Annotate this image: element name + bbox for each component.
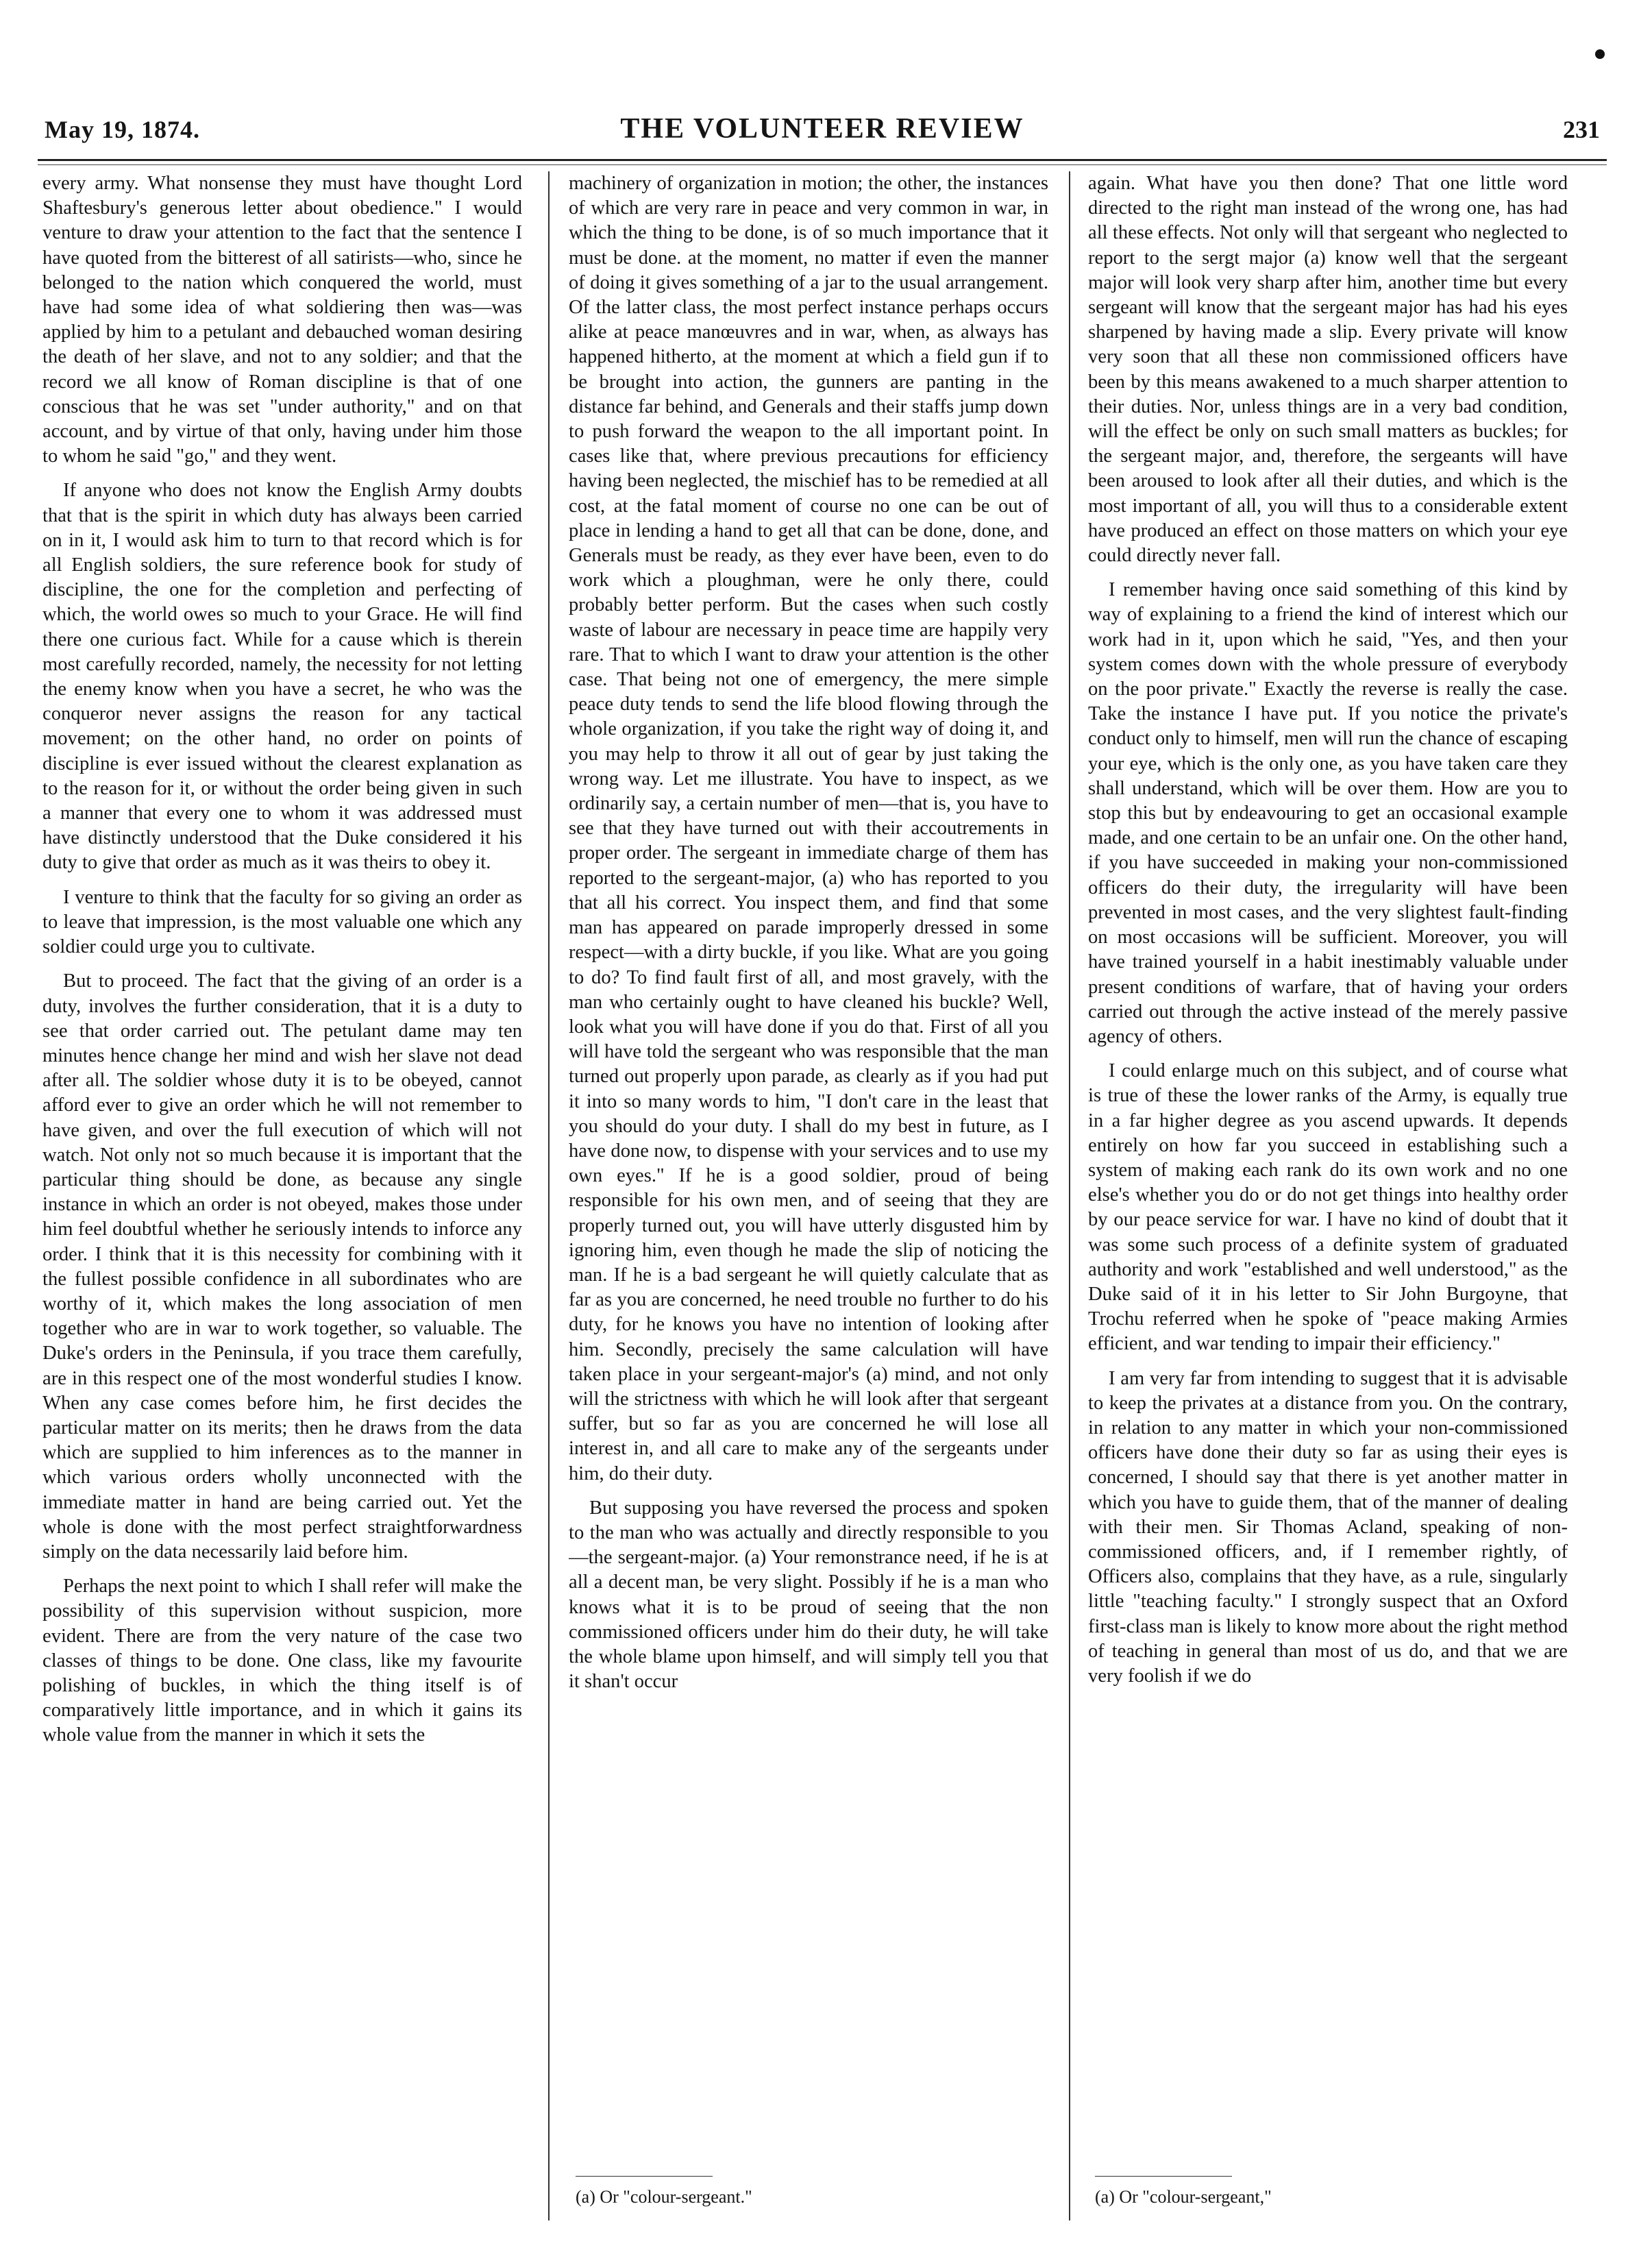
header-rule-thin — [38, 164, 1607, 165]
paragraph: I could enlarge much on this subject, and of course what is true of these the lower ranks of the Army, is equally true in a far higher degree as you ascend upwards. It depends entirely on how far you succeed in establishing such a system of making each rank do its own work and no one else's whether you do or do not get things into healthy order by our peace service for war. I have no kind of doubt that it was some such process of a definite system of graduated authority and work "established and well understood," as the Duke said of it in his letter to Sir John Burgoyne, that Trochu referred when he spoke of "peace making Armies efficient, and war tending to impair their efficiency." — [1088, 1060, 1568, 1355]
paragraph: every army. What nonsense they must have thought Lord Shaftesbury's generous letter about obedience." I would venture to draw your attention to the fact that the sentence I have quoted from the bitterest of all satirists—who, since he belonged to the nation which conquered the world, must have had some idea of what soldiering then was—was applied by him to a petulant and debauched woman desiring the death of her slave, and not to any soldier; and that the record we all know of Roman discipline is that of one conscious that he was set "under authority," and on that account, and by virtue of that only, having under him those to whom he said "go," and they went. — [42, 173, 522, 467]
footnote-col3: (a) Or "colour-sergeant," — [1095, 2187, 1272, 2207]
paragraph: I venture to think that the faculty for so giving an order as to leave that impression, is the most valuable one which any soldier could urge you to cultivate. — [42, 886, 522, 958]
paragraph: If anyone who does not know the English Army doubts that that is the spirit in which duty has always been carried on in it, I would ask him to turn to that record which is for all English soldiers, the sure reference book for study of discipline, the one for the completion and perfecting of which, the world owes so much to your Grace. He will find there one curious fact. While for a cause which is therein most carefully recorded, namely, the necessity for not letting the enemy know when you have a secret, he who was the conqueror never assigns the reason for any tactical movement; on the other hand, no order on points of discipline is ever issued without the clearest explanation as to the reason for it, or without the order being given in such a manner that every one to whom it was addressed must have distinctly understood that the Duke considered it his duty to give that order as much as it was theirs to obey it. — [42, 480, 522, 874]
paragraph: I remember having once said something of this kind by way of explaining to a friend the kind of interest which our work had in it, upon which he said, "Yes, and then your system comes down with the whole pressure of everybody on the poor private." Exactly the reverse is really the case. Take the instance I have put. If you notice the private's conduct only to himself, men will run the chance of escaping your eye, which is the only one, as you have taken care they shall understand, which will be over them. How are you to stop this but by endeavouring to get an occasional example made, and one certain to be an unfair one. On the other hand, if you have succeeded in making your non-commissioned officers do their duty, the irregularity will have been prevented in most cases, and the very slightest fault-finding on most occasions will be sufficient. Moreover, you will have trained yourself in a habit inestimably valuable under present conditions of warfare, that of having your orders carried out through the active instead of the merely passive agency of others. — [1088, 579, 1568, 1047]
footnote-rule — [1095, 2176, 1232, 2177]
paragraph: machinery of organization in motion; the other, the instances of which are very rare in peace and very common in war, in which the thing to be done, is of so much importance that it must be done. at the moment, no matter if even the manner of doing it gives something of a jar to the usual arrangement. Of the latter class, the most perfect instance perhaps occurs alike at peace manœuvres and in war, when, as always has happened hitherto, at the moment at which a field gun if to be brought into action, the gunners are panting in the distance far behind, and Generals and their staffs jump down to push forward the weapon to the all important point. In cases like that, where previous precautions for efficiency having been neglected, the mischief has to be remedied at all cost, at the fatal moment of course no one can be out of place in lending a hand to get all that can be done, done, and Generals must be ready, as they ever have been, even to do work which a ploughman, were he only there, could probably better perform. But the cases when such costly waste of labour are necessary in peace time are happily very rare. That to which I want to draw your attention is the other case. That being not one of emergency, the mere simple peace duty tends to send the life blood flowing through the whole organization, if you take the right way of doing it, and you may help to throw it all out of gear by just taking the wrong way. Let me illustrate. You have to inspect, as we ordinarily say, a certain number of men—that is, you have to see that they have turned out with their accoutrements in proper order. The sergeant in immediate charge of them has reported to the sergeant-major, (a) who has reported to you that all his correct. You inspect them, and find that some man has appeared on parade improperly dressed in some respect—with a dirty buckle, if you like. What are you going to do? To find fault first of all, and most gravely, with the man who certainly ought to have cleaned his buckle? Well, look what you will have done if you do that. First of all you will have told the sergeant who was responsible that the man turned out properly upon parade, as clearly as if you had put it into so many words to him, "I don't care in the least that you should do your duty. I shall do my best in future, as I have done now, to dispense with your services and to use my own eyes." If he is a good soldier, proud of being responsible for his own men, and of seeing that they are properly turned out, you will have utterly disgusted him by ignoring him, even though he made the slip of noticing the man. If he is a bad sergeant he will quietly calculate that as far as you are concerned, he need trouble no further to do his duty, for he knows you have no intention of looking after him. Secondly, precisely the same calculation will have taken place in your sergeant-major's (a) mind, and not only will the strictness with which he will look after that sergeant suffer, but so far as you are concerned he will lose all interest in, and all care to make any of the sergeants under him, do their duty. — [569, 173, 1048, 1484]
column-2 — [569, 171, 1048, 2193]
publication-title: THE VOLUNTEER REVIEW — [620, 113, 1024, 145]
paragraph: But to proceed. The fact that the giving of an order is a duty, involves the further consideration, that it is a duty to see that order carried out. The petulant dame may ten minutes hence change her mind and wish her slave not dead after all. The soldier whose duty it is to be obeyed, cannot afford ever to give an order which he will not remember to have given, and over the full execution of which will not watch. Not only not so much because it is important that the particular thing should be done, as because any single instance in which an order is not obeyed, makes those under him feel doubtful whether he seriously intends to inforce any order. I think that it is this necessity for combining with it the fullest possible confidence in all subordinates who are worthy of it, which makes the long association of men together who are in war to work together, so valuable. The Duke's orders in the Peninsula, if you trace them carefully, are in this respect one of the most wonderful studies I know. When any case comes before him, he first decides the particular matter on its merits; then he draws from the data which are supplied to him inferences as to the manner in which various orders wholly unconnected with the immediate matter in hand are being carried out. Yet the whole is done with the most perfect straightforwardness simply on the data necessarily laid before him. — [42, 970, 522, 1563]
page-number: 231 — [1563, 116, 1600, 143]
column-1 — [42, 171, 522, 2193]
column-divider — [548, 171, 550, 2220]
paragraph: Perhaps the next point to which I shall refer will make the possibility of this supervision without suspicion, more evident. There are from the very nature of the case two classes of things to be done. One class, like my favourite polishing of buckles, in which the thing itself is of comparatively little importance, and in which it gains its whole value from the manner in which it sets the — [42, 1576, 522, 1746]
page-header — [38, 110, 1607, 158]
footnote-col2: (a) Or "colour-sergeant." — [576, 2187, 752, 2207]
column-3 — [1088, 171, 1568, 2193]
column-divider — [1069, 171, 1070, 2220]
paragraph: I am very far from intending to suggest that it is advisable to keep the privates at a distance from you. On the contrary, in relation to any matter in which your non-commissioned officers have done their duty so far as using their eyes is concerned, I should say that there is yet another matter in which you have to guide them, that of the manner of dealing with their men. Sir Thomas Acland, speaking of non-commissioned officers, and, if I remember rightly, of Officers also, complains that they have, as a rule, singularly little "teaching faculty." I strongly suspect that an Oxford first-class man is likely to know more about the right method of teaching in general than most of us do, and that we are very foolish if we do — [1088, 1367, 1568, 1687]
footnote-rule — [576, 2176, 713, 2177]
header-rule — [38, 159, 1607, 161]
ink-dot — [1595, 49, 1605, 59]
paragraph: But supposing you have reversed the process and spoken to the man who was actually and directly responsible to you—the sergeant-major. (a) Your remonstrance need, if he is at all a decent man, be very slight. Possibly if he is a man who knows what it is to be proud of seeing that the non commissioned officers under him do their duty, he will take the whole blame upon himself, and will simply tell you that it shan't occur — [569, 1497, 1048, 1693]
issue-date: May 19, 1874. — [45, 116, 200, 143]
paragraph: again. What have you then done? That one little word directed to the right man instead of the wrong one, has had all these effects. Not only will that sergeant who neglected to report to the sergt major (a) know well that the sergeant major will look very sharp after him, another time but every sergeant will know that the sergeant major has had his eyes sharpened by having made a slip. Every private will know very soon that all these non commissioned officers have been by this means awakened to a much sharper attention to their duties. Nor, unless things are in a very bad condition, will the effect be only on such small matters as buckles; for the sergeant major, and, therefore, the sergeants will have been aroused to look after all their duties, and which is the most important of all, you will thus to a considerable extent have produced an effect on those matters on which your eye could directly never fall. — [1088, 173, 1568, 567]
